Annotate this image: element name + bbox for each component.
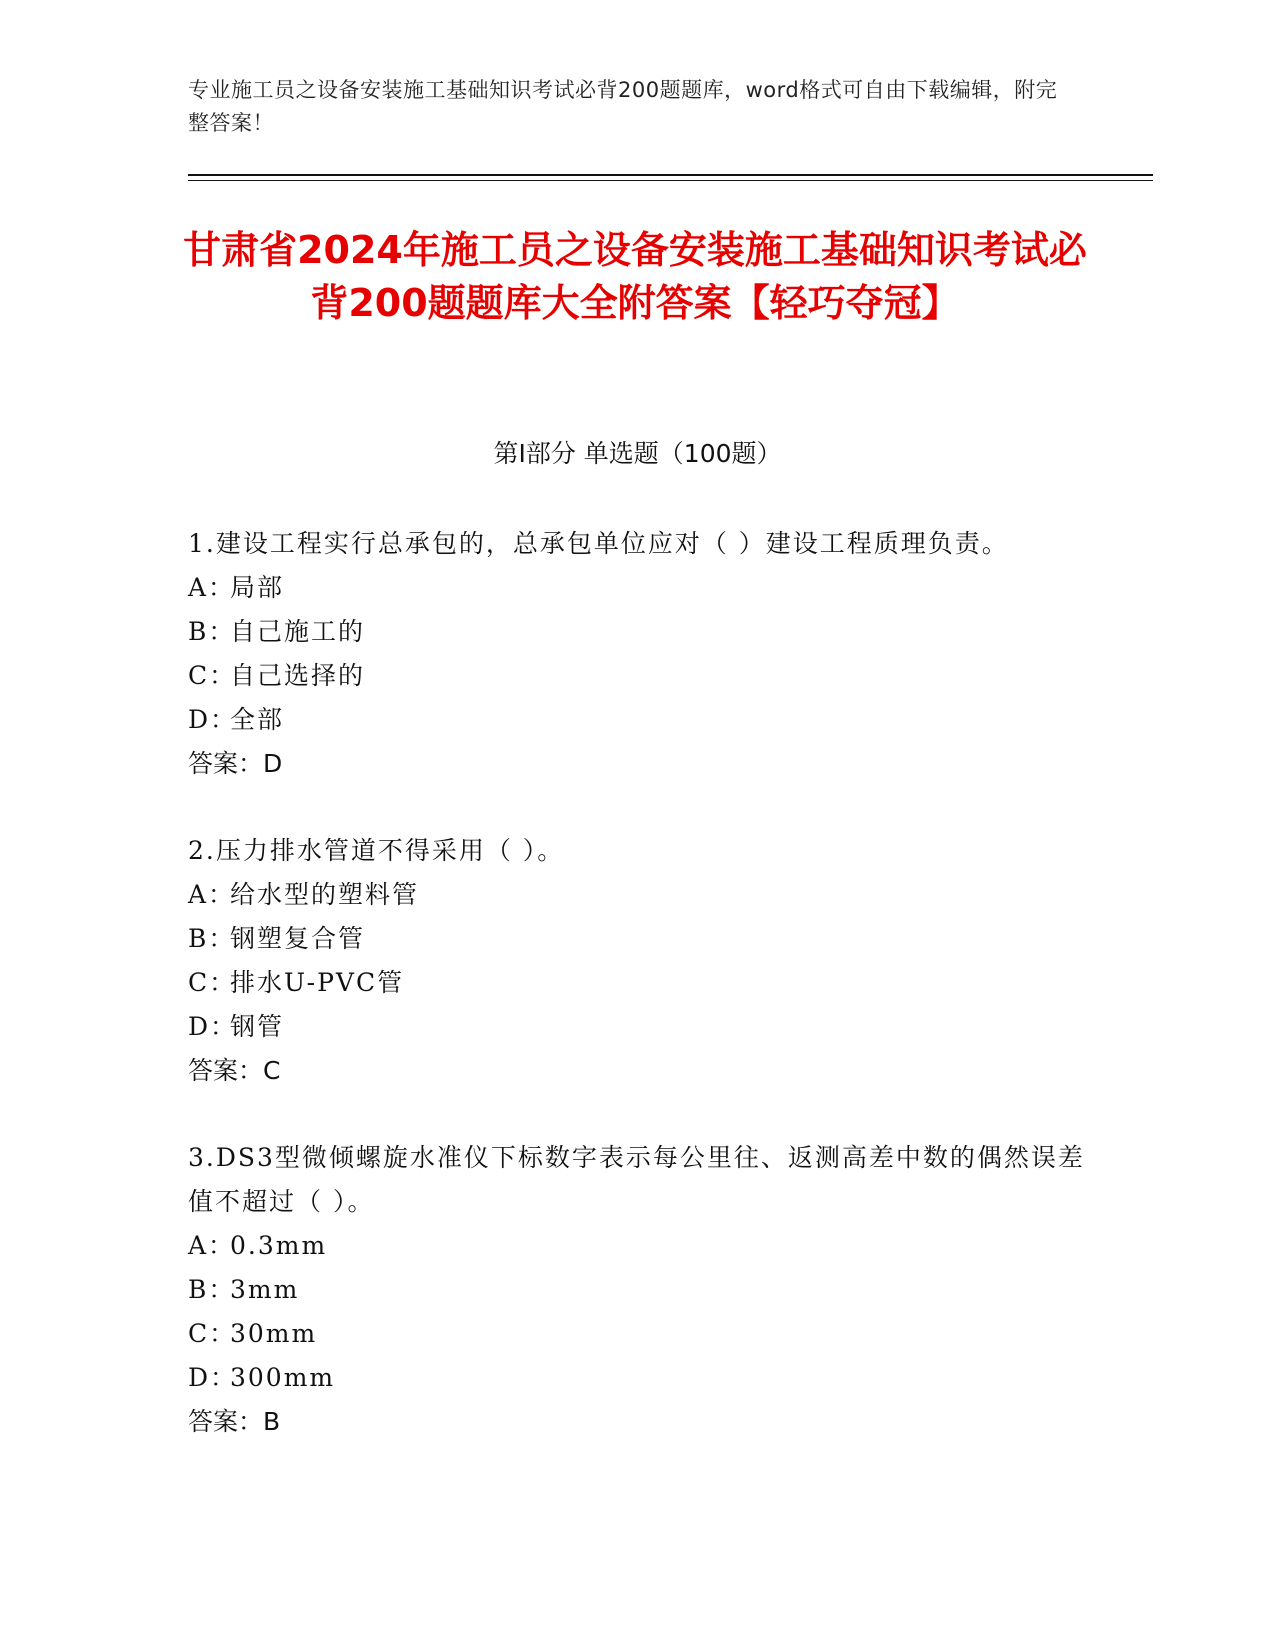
- option-a: [188, 873, 1088, 917]
- option-text: 0.3mm: [230, 1231, 328, 1260]
- option-text: 3mm: [230, 1275, 300, 1304]
- question-stem: 2.压力排水管道不得采用（ ）。: [188, 836, 565, 865]
- option-key: B：: [188, 924, 236, 953]
- option-d: [188, 1356, 1088, 1400]
- option-text: 30mm: [230, 1319, 318, 1348]
- option-key: A：: [188, 880, 236, 909]
- option-text: 钢管: [230, 1012, 285, 1041]
- answer-line: 答案：C: [188, 1056, 281, 1085]
- option-text: 局部: [230, 573, 285, 602]
- option-text: 自己施工的: [230, 617, 366, 646]
- option-key: D：: [188, 1012, 238, 1041]
- question-stem: 1.建设工程实行总承包的，总承包单位应对（ ）建设工程质理负责。: [188, 529, 1009, 558]
- question-3: [188, 1136, 1088, 1444]
- option-key: C：: [188, 1319, 237, 1348]
- option-key: B：: [188, 1275, 236, 1304]
- header-rule-thick: [188, 174, 1153, 176]
- option-text: 300mm: [230, 1363, 336, 1392]
- option-b: [188, 1268, 1088, 1312]
- answer-line: 答案：B: [188, 1407, 281, 1436]
- option-key: D：: [188, 705, 238, 734]
- option-b: [188, 610, 1088, 654]
- option-text: 排水U-PVC管: [230, 968, 405, 997]
- header-note: 专业施工员之设备安装施工基础知识考试必背200题题库，word格式可自由下载编辑，附完整答案！: [188, 78, 1058, 135]
- option-key: D：: [188, 1363, 238, 1392]
- question-stem: 3.DS3型微倾螺旋水准仪下标数字表示每公里往、返测高差中数的偶然误差值不超过（ ）。: [188, 1143, 1085, 1216]
- question-2: [188, 829, 1088, 1093]
- option-c: [188, 1312, 1088, 1356]
- document-title: 甘肃省2024年施工员之设备安装施工基础知识考试必背200题题库大全附答案【轻巧夺冠】: [183, 228, 1087, 325]
- option-key: B：: [188, 617, 236, 646]
- option-a: [188, 1224, 1088, 1268]
- section-heading: 第Ⅰ部分 单选题（100题）: [493, 439, 782, 468]
- option-key: C：: [188, 661, 237, 690]
- option-d: [188, 1005, 1088, 1049]
- option-key: C：: [188, 968, 237, 997]
- option-a: [188, 566, 1088, 610]
- option-text: 自己选择的: [230, 661, 366, 690]
- header-rule-thin: [188, 180, 1153, 181]
- option-text: 全部: [230, 705, 285, 734]
- option-c: [188, 654, 1088, 698]
- option-key: A：: [188, 573, 236, 602]
- option-c: [188, 961, 1088, 1005]
- answer-line: 答案：D: [188, 749, 283, 778]
- question-list: [188, 522, 1088, 1487]
- question-1: [188, 522, 1088, 786]
- option-d: [188, 698, 1088, 742]
- option-text: 给水型的塑料管: [230, 880, 420, 909]
- option-key: A：: [188, 1231, 236, 1260]
- option-text: 钢塑复合管: [230, 924, 366, 953]
- option-b: [188, 917, 1088, 961]
